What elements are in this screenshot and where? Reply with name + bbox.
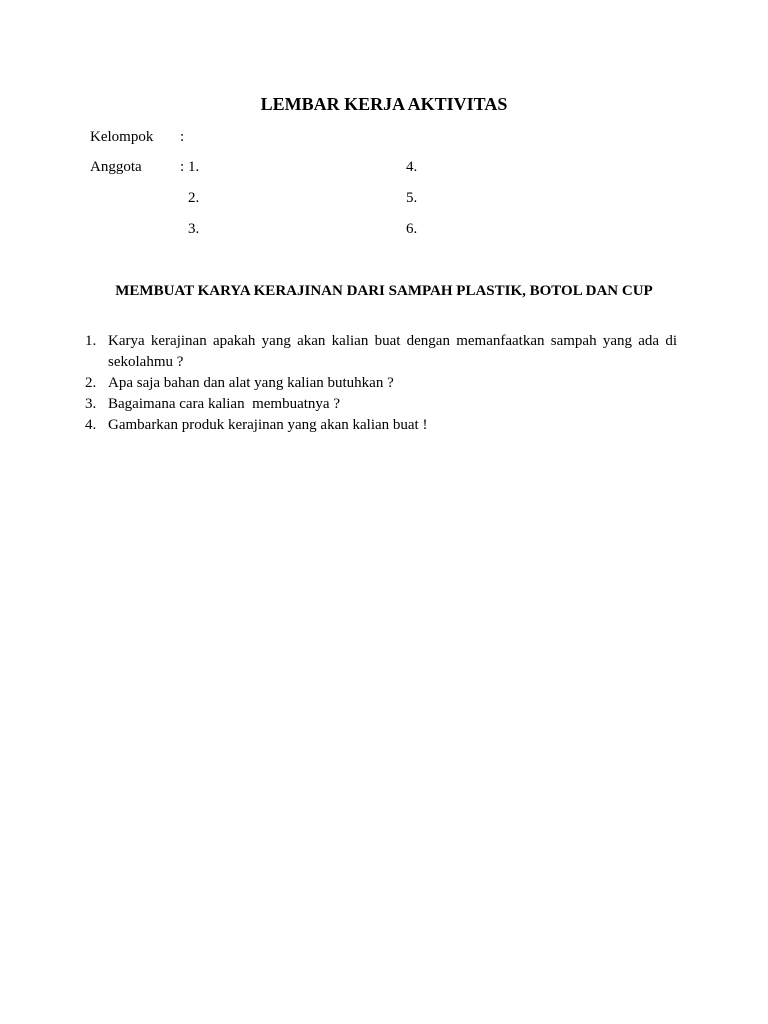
question-number: 3. xyxy=(85,396,97,412)
member-number-6: 6. xyxy=(406,221,418,237)
question-text: Bagaimana cara kalian membuatnya ? xyxy=(108,396,340,412)
question-list xyxy=(85,331,677,436)
question-item xyxy=(85,415,677,436)
question-number: 2. xyxy=(85,375,97,391)
question-number: 4. xyxy=(85,417,97,433)
question-text: Karya kerajinan apakah yang akan kalian buat dengan memanfaatkan sampah yang ada di sekolahmu ? xyxy=(108,333,677,370)
question-item xyxy=(85,331,677,373)
anggota-colon: : xyxy=(180,159,185,175)
question-text: Gambarkan produk kerajinan yang akan kalian buat ! xyxy=(108,417,428,433)
page-title: LEMBAR KERJA AKTIVITAS xyxy=(260,94,508,114)
member-number-2: 2. xyxy=(188,190,200,206)
kelompok-colon: : xyxy=(180,129,185,145)
kelompok-label: Kelompok xyxy=(90,129,154,145)
question-number: 1. xyxy=(85,333,97,349)
question-item xyxy=(85,373,677,394)
anggota-label: Anggota xyxy=(90,159,142,175)
member-number-3: 3. xyxy=(188,221,200,237)
member-number-5: 5. xyxy=(406,190,418,206)
member-number-4: 4. xyxy=(406,159,418,175)
section-subtitle: MEMBUAT KARYA KERAJINAN DARI SAMPAH PLASTIK, BOTOL DAN CUP xyxy=(115,283,653,299)
question-text: Apa saja bahan dan alat yang kalian butuhkan ? xyxy=(108,375,394,391)
question-item xyxy=(85,394,677,415)
member-number-1: 1. xyxy=(188,159,200,175)
